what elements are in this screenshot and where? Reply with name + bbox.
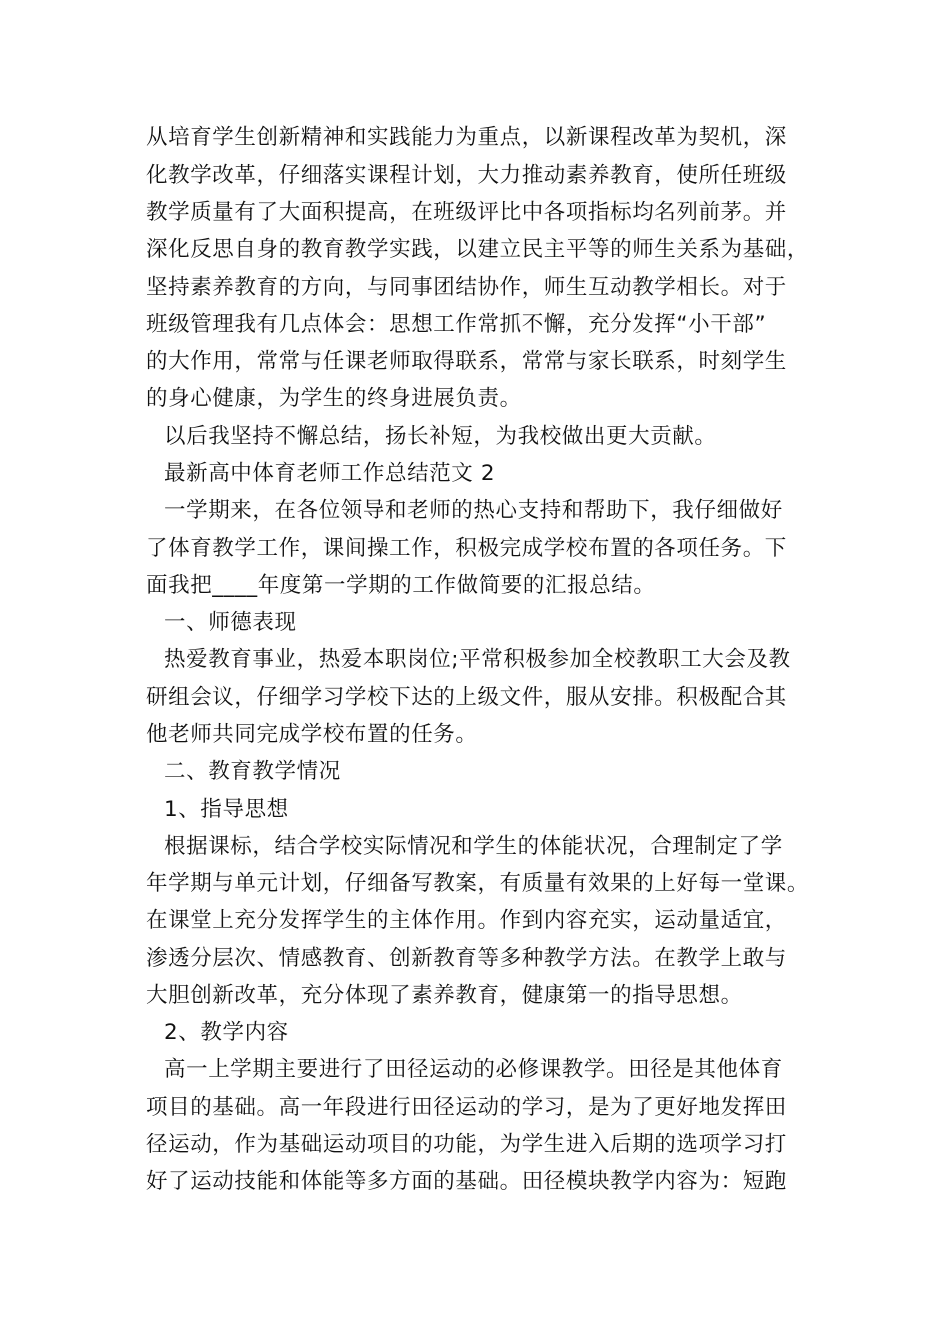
paragraph-line: 以后我坚持不懈总结，扬长补短，为我校做出更大贡献。 (164, 424, 717, 449)
text-line: 从培育学生创新精神和实践能力为重点，以新课程改革为契机，深 (146, 125, 787, 150)
text-line: 好了运动技能和体能等多方面的基础。田径模块教学内容为：短跑 (146, 1169, 787, 1194)
subheading-line: 1、指导思想 (164, 797, 289, 822)
text-line: 研组会议，仔细学习学校下达的上级文件，服从安排。积极配合其 (146, 685, 787, 710)
text-line: 在课堂上充分发挥学生的主体作用。作到内容充实，运动量适宜， (146, 908, 787, 933)
text-line: 班级管理我有几点体会：思想工作常抓不懈，充分发挥“小干部” (146, 312, 767, 337)
section-title: 最新高中体育老师工作总结范文 2 (164, 461, 496, 486)
text-line: 面我把____年度第一学期的工作做简要的汇报总结。 (146, 573, 656, 598)
text-line: 的身心健康，为学生的终身进展负责。 (146, 386, 522, 411)
heading-line: 二、教育教学情况 (164, 759, 341, 784)
text-line: 教学质量有了大面积提高，在班级评比中各项指标均名列前茅。并 (146, 200, 787, 225)
text-line: 渗透分层次、情感教育、创新教育等多种教学方法。在教学上敢与 (146, 946, 787, 971)
text-line: 了体育教学工作，课间操工作，积极完成学校布置的各项任务。下 (146, 536, 787, 561)
text-line: 径运动，作为基础运动项目的功能，为学生进入后期的选项学习打 (146, 1132, 787, 1157)
text-line: 深化反思自身的教育教学实践，以建立民主平等的师生关系为基础， (146, 237, 810, 262)
text-line: 大胆创新改革，充分体现了素养教育，健康第一的指导思想。 (146, 983, 743, 1008)
text-line: 的大作用，常常与任课老师取得联系，常常与家长联系，时刻学生 (146, 349, 787, 374)
text-line: 坚持素养教育的方向，与同事团结协作，师生互动教学相长。对于 (146, 275, 787, 300)
text-line: 年学期与单元计划，仔细备写教案，有质量有效果的上好每一堂课。 (146, 871, 810, 896)
text-line: 项目的基础。高一年段进行田径运动的学习，是为了更好地发挥田 (146, 1095, 787, 1120)
paragraph-line: 根据课标，结合学校实际情况和学生的体能状况，合理制定了学 (164, 834, 783, 859)
text-line: 化教学改革，仔细落实课程计划，大力推动素养教育，使所任班级 (146, 163, 787, 188)
paragraph-line: 一学期来，在各位领导和老师的热心支持和帮助下，我仔细做好 (164, 498, 783, 523)
paragraph-line: 热爱教育事业，热爱本职岗位;平常积极参加全校教职工大会及教 (164, 647, 791, 672)
paragraph-line: 高一上学期主要进行了田径运动的必修课教学。田径是其他体育 (164, 1057, 783, 1082)
text-line: 他老师共同完成学校布置的任务。 (146, 722, 478, 747)
subheading-line: 2、教学内容 (164, 1020, 289, 1045)
heading-line: 一、师德表现 (164, 610, 297, 635)
